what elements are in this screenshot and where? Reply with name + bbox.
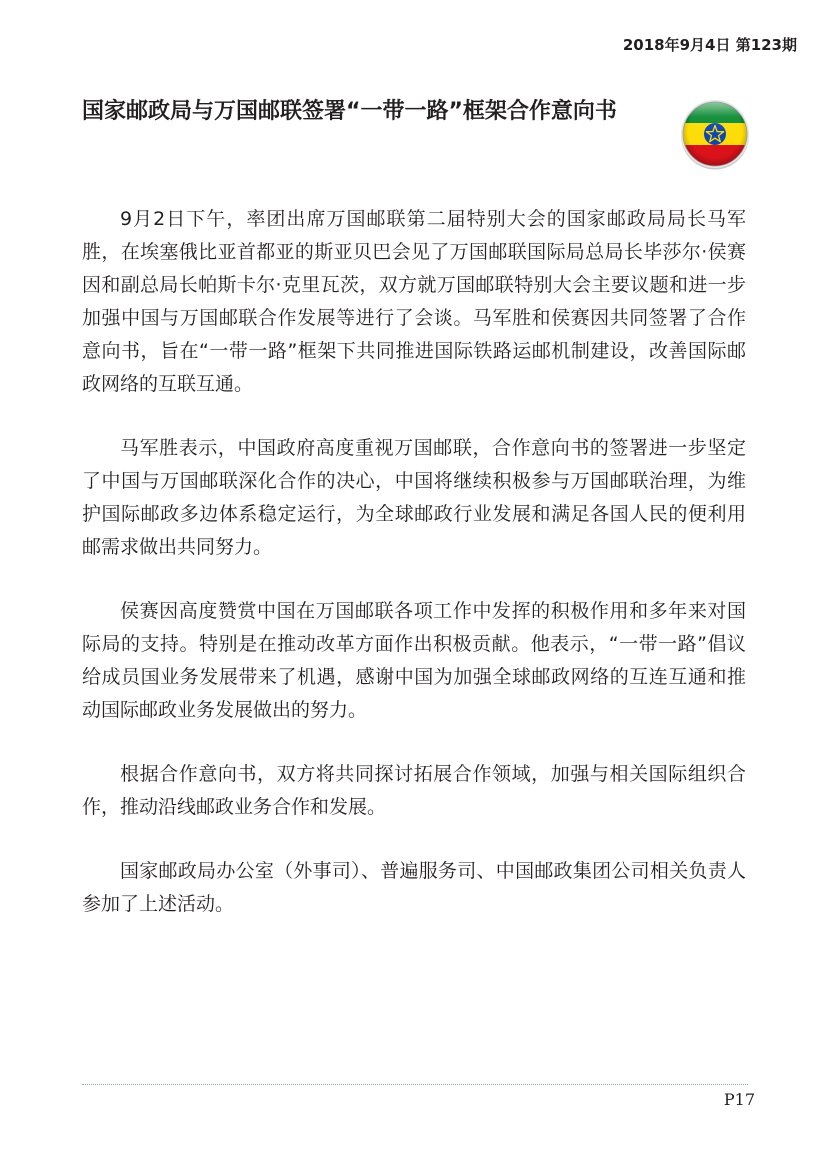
paragraph: 侯赛因高度赞赏中国在万国邮联各项工作中发挥的积极作用和多年来对国际局的支持。特别是在推动改革方面作出积极贡献。他表示，“一带一路”倡议给成员国业务发展带来了机遇，感谢中国为加强全球邮政网络的互连互通和推动国际邮政业务发展做出的努力。 <box>82 600 746 721</box>
footer-divider <box>82 1084 748 1085</box>
article-body <box>82 203 746 952</box>
page-number: P17 <box>723 1090 755 1109</box>
issue-date: 2018年9月4日 第123期 <box>622 36 797 54</box>
paragraph: 根据合作意向书，双方将共同探讨拓展合作领域，加强与相关国际组织合作，推动沿线邮政业务合作和发展。 <box>82 763 746 818</box>
article-title: 国家邮政局与万国邮联签署“一带一路”框架合作意向书 <box>82 99 617 124</box>
paragraph: 9月2日下午，率团出席万国邮联第二届特别大会的国家邮政局局长马军胜，在埃塞俄比亚首都亚的斯亚贝巴会见了万国邮联国际局总局长毕莎尔·侯赛因和副总局长帕斯卡尔·克里瓦茨，双方就万国邮联特别大会主要议题和进一步加强中国与万国邮联合作发展等进行了会谈。马军胜和侯赛因共同签署了合作意向书，旨在“一带一路”框架下共同推进国际铁路运邮机制建设，改善国际邮政网络的互联互通。 <box>82 208 746 395</box>
paragraph: 马军胜表示，中国政府高度重视万国邮联，合作意向书的签署进一步坚定了中国与万国邮联深化合作的决心，中国将继续积极参与万国邮联治理，为维护国际邮政多边体系稳定运行，为全球邮政行业发展和满足各国人民的便利用邮需求做出共同努力。 <box>82 437 746 558</box>
ethiopia-flag-icon <box>679 98 751 170</box>
paragraph: 国家邮政局办公室（外事司）、普遍服务司、中国邮政集团公司相关负责人参加了上述活动。 <box>82 860 746 915</box>
